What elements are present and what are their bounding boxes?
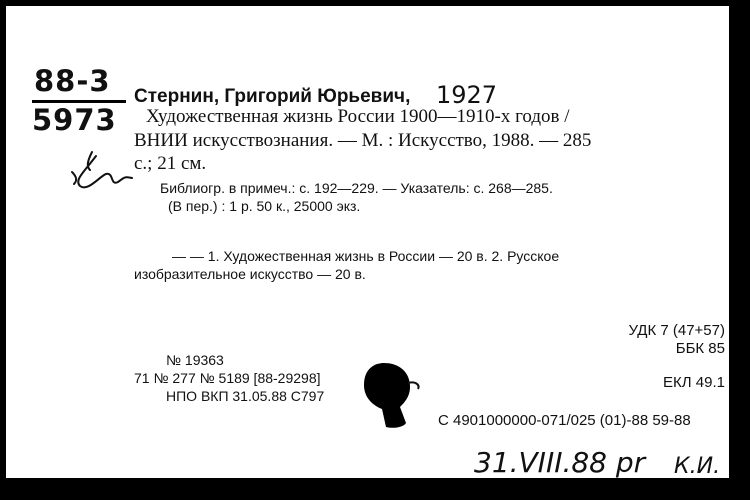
author-year-handwritten: 1927 xyxy=(436,81,498,109)
punch-hole xyxy=(360,361,430,451)
registry-line-3: НПО ВКП 31.05.88 С797 xyxy=(166,388,325,404)
note-binding-price: (В пер.) : 1 р. 50 к., 25000 экз. xyxy=(168,198,361,214)
catalog-code: С 4901000000-071/025 (01)-88 59-88 xyxy=(438,412,691,429)
bbk-code: ББК 85 xyxy=(675,340,725,357)
subject-line-1: — — 1. Художественная жизнь в России — 20 в. 2. Русское xyxy=(172,248,560,264)
call-number-top: 88-3 xyxy=(34,64,111,98)
subject-line-2: изобразительное искусство — 20 в. xyxy=(134,266,366,282)
author-name: Стернин, Григорий Юрьевич, xyxy=(134,86,411,107)
registry-number: № 19363 xyxy=(166,352,224,368)
scan-edge-right xyxy=(729,6,733,484)
registry-line-2: 71 № 277 № 5189 [88-29298] xyxy=(134,370,321,386)
call-number-bottom: 5973 xyxy=(32,103,117,137)
catalog-card xyxy=(6,6,733,484)
handwritten-initials: К.И. xyxy=(674,454,721,479)
handwritten-date: 31.VIII.88 pr xyxy=(474,446,646,479)
ekl-code: ЕКЛ 49.1 xyxy=(663,374,725,391)
title-line-1: Художественная жизнь России 1900—1910-х годов / xyxy=(146,106,570,127)
title-line-3: с.; 21 см. xyxy=(134,153,207,174)
title-line-2: ВНИИ искусствознания. — М. : Искусство, 1988. — 285 xyxy=(134,130,592,151)
note-bibliography: Библиогр. в примеч.: с. 192—229. — Указатель: с. 268—285. xyxy=(160,180,553,196)
udk-code: УДК 7 (47+57) xyxy=(628,322,725,339)
